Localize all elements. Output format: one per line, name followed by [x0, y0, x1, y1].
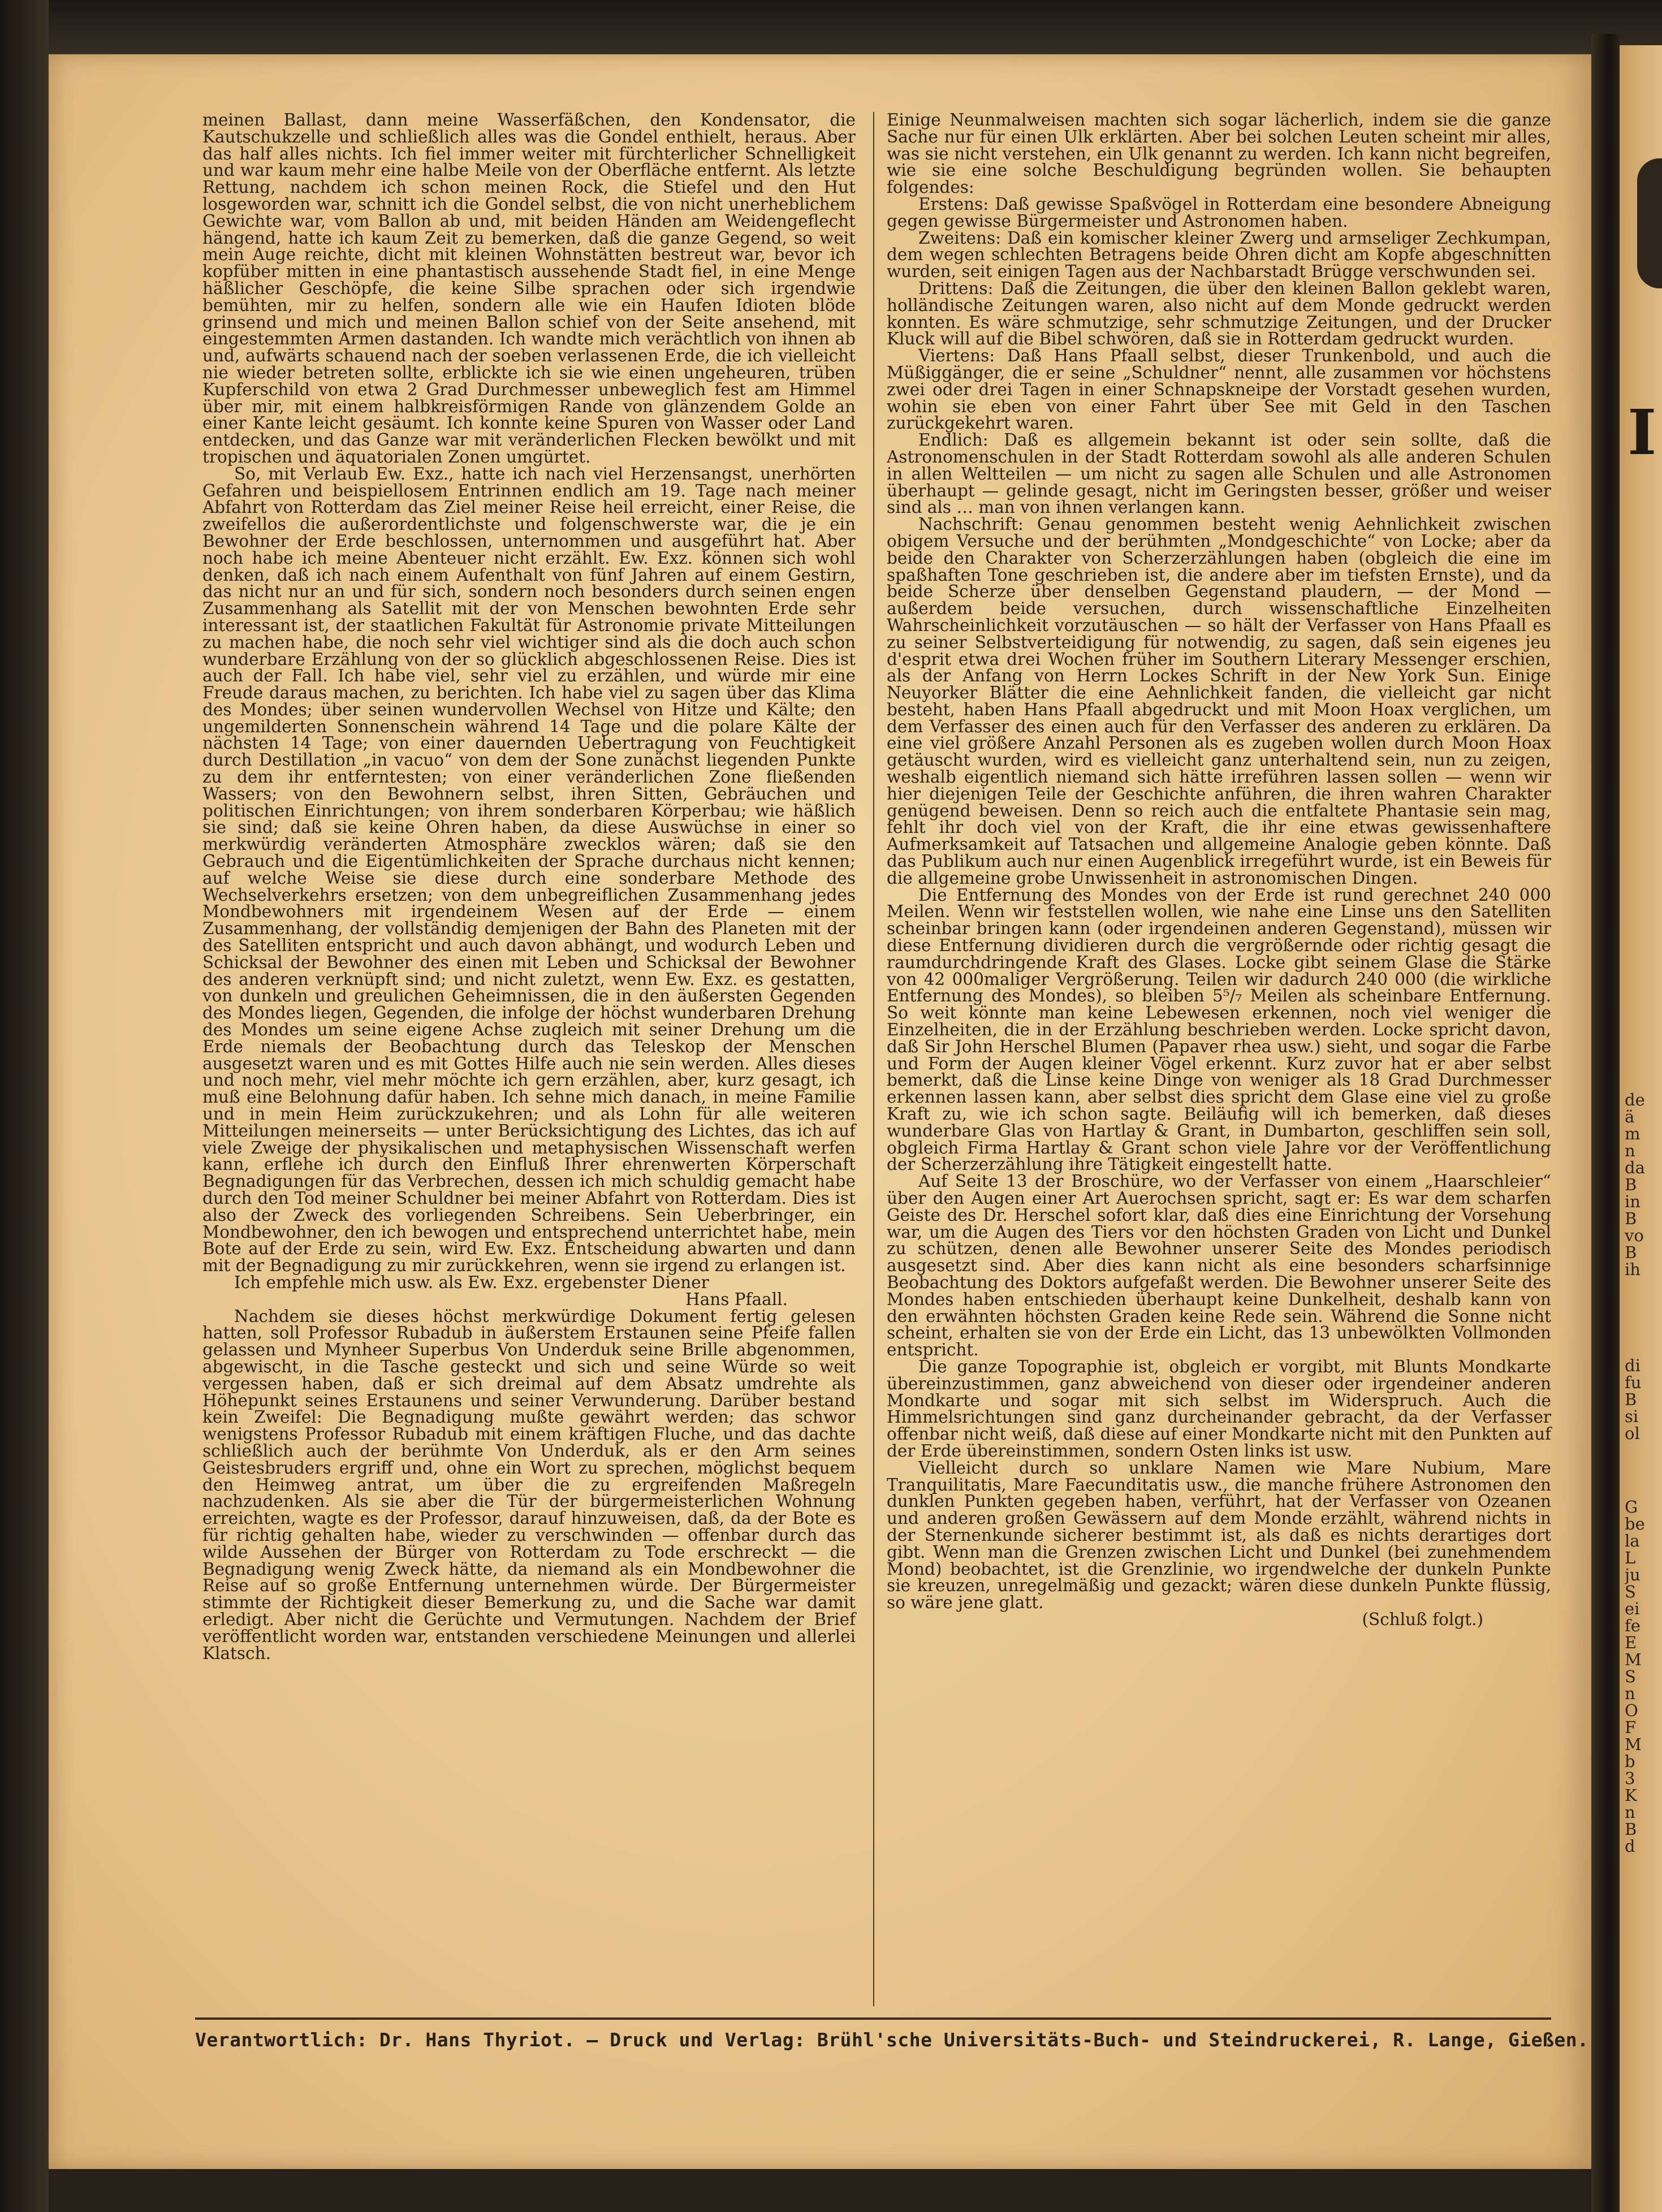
facing-page-line: S: [1625, 1582, 1636, 1601]
facing-page-line: vo: [1625, 1226, 1644, 1245]
paragraph: Vielleicht durch so unklare Namen wie Mare Nubium, Mare Tranquilitatis, Mare Faecunditatis usw., die manche frühere Astronomen den dunklen Punkten gegeben haben, verführt, hat der Verfasser von Ozeanen und anderen großen Gewässern auf dem Monde erzählt, während nichts in der Sternenkunde sicherer bestimmt ist, als daß es nichts derartiges dort gibt. Wenn man die Grenzen zwischen Licht und Dunkel (bei zunehmendem Mond) beobachtet, ist die Grenzlinie, wo irgendwelche der dunkeln Punkte sie kreuzen, unregelmäßig und gezackt; wären diese dunkeln Punkte flüssig, so wäre jene glatt.: [887, 1458, 1551, 1613]
book-gutter: [1591, 34, 1620, 2212]
paragraph: Auf Seite 13 der Broschüre, wo der Verfasser von einem „Haarschleier“ über den Augen einer Art Auerochsen spricht, sagt er: Es war dem scharfen Geiste des Dr. Herschel sofort klar, daß dies eine Einrichtung der Vorsehung war, um die Augen des Tiers vor den höchsten Graden von Licht und Dunkel zu schützen, denen alle Bewohner unserer Seite des Mondes periodisch ausgesetzt sind. Aber dies kann nicht als eine besonders scharfsinnige Beobachtung des Doktors aufgefaßt werden. Die Bewohner unserer Seite des Mondes haben entschieden überhaupt keine Dunkelheit, deshalb kann von den erwähnten höchsten Graden keine Rede sein. Während die Sonne nicht scheint, erhalten sie von der Erde ein Licht, das 13 unbewölkten Vollmonden entspricht.: [887, 1172, 1551, 1360]
facing-page-fragments: [1625, 1498, 1659, 1855]
paragraph: Die ganze Topographie ist, obgleich er vorgibt, mit Blunts Mondkarte übereinzustimmen, ganz abweichend von dieser oder irgendeiner anderen Mondkarte und sogar mit sich selbst im Widerspruch. Auch die Himmelsrichtungen sind ganz durcheinander gebracht, da der Verfasser offenbar nicht weiß, daß diese auf einer Mondkarte nicht mit den Punkten auf der Erde übereinstimmen, sondern Osten links ist usw.: [887, 1356, 1551, 1461]
facing-page-line: B: [1625, 1209, 1637, 1228]
left-text-column: [202, 112, 856, 1662]
facing-page-line: L: [1625, 1548, 1636, 1567]
scan-background-left: [0, 0, 49, 2212]
facing-page-line: de: [1625, 1091, 1645, 1109]
list-item: Drittens: Daß die Zeitungen, die über den kleinen Ballon geklebt waren, holländische Zeitungen waren, also nicht auf dem Monde gedruckt werden konnten. Es wäre schmutzige, sehr schmutzige Zeitungen, und der Drucker Kluck will auf die Bibel schwören, daß sie in Rotterdam gedruckt wurden.: [887, 278, 1551, 349]
facing-page-line: O: [1625, 1701, 1638, 1720]
paragraph: Nachdem sie dieses höchst merkwürdige Dokument fertig gelesen hatten, soll Professor Rubadub in äußerstem Erstaunen seine Pfeife fallen gelassen und Mynheer Superbus Von Underduk seine Brille abgenommen, abgewischt, in die Tasche gesteckt und sich und seine Würde so weit vergessen haben, daß er sich dreimal auf dem Absatz umdrehte als Höhepunkt seines Erstaunens und seiner Verwunderung. Darüber bestand kein Zweifel: Die Begnadigung mußte gewährt werden; das schwor wenigstens Professor Rubadub mit einem kräftigen Fluche, und das dachte schließlich auch der berühmte Von Underduk, als er den Arm seines Geistesbruders ergriff und, ohne ein Wort zu sprechen, möglichst bequem den Heimweg antrat, um über die zu ergreifenden Maßregeln nachzudenken. Als sie aber die Tür der bürgermeisterlichen Wohnung erreichten, wagte es der Professor, darauf hinzuweisen, daß, da der Bote es für richtig gehalten habe, wieder zu verschwinden — offenbar durch das wilde Aussehen der Bürger von Rotterdam zu Tode erschreckt — die Begnadigung wenig Zweck hätte, da niemand als ein Mondbewohner die Reise auf so große Entfernung unternehmen würde. Der Bürgermeister stimmte der Richtigkeit dieser Bemerkung zu, und die Sache war damit erledigt. Aber nicht die Gerüchte und Vermutungen. Nachdem der Brief veröffentlicht worden war, entstanden verschiedene Meinungen und allerlei Klatsch.: [202, 1306, 856, 1663]
facing-page-line: n: [1625, 1684, 1635, 1703]
facing-page-line: in: [1625, 1192, 1641, 1211]
facing-page-line: S: [1625, 1667, 1636, 1686]
paragraph: meinen Ballast, dann meine Wasserfäßchen, den Kondensator, die Kautschukzelle und schließlich alles was die Gondel enthielt, heraus. Aber das half alles nichts. Ich fiel immer weiter mit fürchterlicher Schnelligkeit und war kaum mehr eine halbe Meile von der Oberfläche entfernt. Als letzte Rettung, nachdem ich schon meinen Rock, die Stiefel und den Hut losgeworden war, schnitt ich die Gondel selbst, die von nicht unerheblichem Gewichte war, vom Ballon ab und, mit beiden Händen am Weidengeflecht hängend, hatte ich kaum Zeit zu bemerken, daß die ganze Gegend, so weit mein Auge reichte, dicht mit kleinen Wohnstätten bestreut war, bevor ich kopfüber mitten in eine phantastisch aussehende Stadt fiel, in eine Menge häßlicher Geschöpfe, die keine Silbe sprachen oder sich irgendwie bemühten, mir zu helfen, sondern alle wie ein Haufen Idioten blöde grinsend und mich und meinen Ballon schief von der Seite ansehend, mit eingestemmten Armen dastanden. Ich wandte mich verächtlich von ihnen ab und, aufwärts schauend nach der soeben verlassenen Erde, die ich vielleicht nie wieder betreten sollte, erblickte ich sie wie einen ungeheuren, trüben Kupferschild von etwa 2 Grad Durchmesser unbeweglich fest am Himmel über mir, mit einem halbkreisförmigen Rande von glänzendem Golde an einer Kante leicht gesäumt. Ich konnte keine Spuren von Wasser oder Land entdecken, und das Ganze war mit veränderlichen Flecken bewölkt und mit tropischen und äquatorialen Zonen umgürtet.: [202, 110, 856, 466]
paragraph: Einige Neunmalweisen machten sich sogar lächerlich, indem sie die ganze Sache nur für einen Ulk erklärten. Aber bei solchen Leuten scheint mir alles, was sie nicht verstehen, ein Ulk genannt zu werden. Ich kann nicht begreifen, wie sie eine solche Beschuldigung begründen wollen. Sie behaupten folgendes:: [887, 110, 1551, 197]
facing-page-line: B: [1625, 1820, 1637, 1839]
facing-page-line: B: [1625, 1390, 1637, 1409]
facing-page-line: di: [1625, 1357, 1641, 1375]
facing-page-line: be: [1625, 1514, 1645, 1533]
paragraph: Die Entfernung des Mondes von der Erde ist rund gerechnet 240 000 Meilen. Wenn wir feststellen wollen, wie nahe eine Linse uns den Satelliten scheinbar bringen kann (oder irgendeinen anderen Gegenstand), müssen wir diese Entfernung dividieren durch die vergrößernde oder richtig gesagt die raumdurchdringende Kraft des Glases. Locke gibt seinem Glase die Stärke von 42 000maliger Vergrößerung. Teilen wir dadurch 240 000 (die wirkliche Entfernung des Mondes), so bleiben 5⁵/₇ Meilen als scheinbare Entfernung. So weit könnte man keine Lebewesen erkennen, noch viel weniger die Einzelheiten, die in der Erzählung beschrieben werden. Locke spricht davon, daß Sir John Herschel Blumen (Papaver rhea usw.) sieht, und sogar die Farbe und Form der Augen kleiner Vögel erkennt. Kurz zuvor hat er aber selbst bemerkt, daß die Linse keine Dinge von weniger als 18 Grad Durchmesser erkennen lassen kann, aber selbst dies spricht dem Glase eine viel zu große Kraft zu, wie ich schon sagte. Beiläufig will ich bemerken, daß dieses wunderbare Glas von Hartlay & Grant, in Dumbarton, geschliffen sein soll, obgleich Firma Hartlay & Grant schon viele Jahre vor der Veröffentlichung der Scherzerzählung ihre Tätigkeit eingestellt hatte.: [887, 885, 1551, 1174]
facing-page-line: m: [1625, 1124, 1641, 1143]
facing-page-line: M: [1625, 1735, 1642, 1754]
imprint-footer: Verantwortlich: Dr. Hans Thyriot. — Druck und Verlag: Brühl'sche Universitäts-Buch- und Steindruckerei, R. Lange, Gießen.: [195, 2029, 1589, 2051]
facing-page-line: ih: [1625, 1260, 1641, 1278]
paragraph: So, mit Verlaub Ew. Exz., hatte ich nach viel Herzensangst, unerhörten Gefahren und beispiellosem Entrinnen endlich am 19. Tage nach meiner Abfahrt von Rotterdam das Ziel meiner Reise heil erreicht, einer Reise, die zweifellos die außerordentlichste und folgenschwerste war, die je ein Bewohner der Erde beschlossen, unternommen und ausgeführt hat. Aber noch habe ich meine Abenteuer nicht erzählt. Ew. Exz. können sich wohl denken, daß ich nach einem Aufenthalt von fünf Jahren auf einem Gestirn, das nicht nur an und für sich, sondern noch besonders durch seinen engen Zusammenhang als Satellit mit der von Menschen bewohnten Erde sehr interessant ist, der staatlichen Fakultät für Astronomie private Mitteilungen zu machen habe, die noch sehr viel wichtiger sind als die doch auch schon wunderbare Erzählung von der so glücklich abgeschlossenen Reise. Dies ist auch der Fall. Ich habe viel, sehr viel zu erzählen, und würde mir eine Freude daraus machen, zu berichten. Ich habe viel zu sagen über das Klima des Mondes; über seinen wundervollen Wechsel von Hitze und Kälte; den ungemilderten Sonnenschein während 14 Tage und die polare Kälte der nächsten 14 Tage; von einer dauernden Uebertragung von Feuchtigkeit durch Destillation „in vacuo“ von dem der Sone zunächst liegenden Punkte zu dem ihr entferntesten; von einer veränderlichen Zone fließenden Wassers; von den Bewohnern selbst, ihren Sitten, Gebräuchen und politischen Einrichtungen; von ihrem sonderbaren Körperbau; wie häßlich sie sind; daß sie keine Ohren haben, da diese Auswüchse in einer so merkwürdig veränderten Atmosphäre zwecklos wären; daß sie den Gebrauch und die Eigentümlichkeiten der Sprache durchaus nicht kennen; auf welche Weise sie diese durch eine sonderbare Methode des Wechselverkehrs ersetzen; von dem unbegreiflichen Zusammenhang jedes Mondbewohners mit irgendeinem Wesen auf der Erde — einem Zusammenhang, der vollständig demjenigen der Bahn des Planeten mit der des Satelliten entspricht und auch davon abhängt, und wodurch Leben und Schicksal der Bewohner des einen mit Leben und Schicksal der Bewohner des anderen verknüpft sind; und nicht zuletzt, wenn Ew. Exz. es gestatten, von dunkeln und greulichen Geheimnissen, die in den äußersten Gegenden des Mondes liegen, Gegenden, die infolge der höchst wunderbaren Drehung des Mondes um seine eigene Achse zugleich mit seiner Drehung um die Erde niemals der Beobachtung durch das Teleskop der Menschen ausgesetzt waren und es mit Gottes Hilfe auch nie sein werden. Alles dieses und noch mehr, viel mehr möchte ich gern erzählen, aber, kurz gesagt, ich muß eine Belohnung dafür haben. Ich sehne mich danach, in meine Familie und in mein Heim zurückzukehren; und als Lohn für alle weiteren Mitteilungen meinerseits — unter Berücksichtigung des Lichtes, das ich auf viele Zweige der physikalischen und metaphysischen Wissenschaft werfen kann, erflehe ich durch den Einfluß Ihrer ehrenwerten Körperschaft Begnadigungen für das Verbrechen, dessen ich mich schuldig gemacht habe durch den Tod meiner Schuldner bei meiner Abfahrt von Rotterdam. Dies ist also der Zweck des vorliegenden Schreibens. Sein Ueberbringer, ein Mondbewohner, den ich bewogen und entsprechend unterrichtet habe, mein Bote auf der Erde zu sein, wird Ew. Exz. Entscheidung abwarten und dann mit der Begnadigung zu mir zurückkehren, wenn sie irgend zu erlangen ist.: [202, 464, 856, 1276]
facing-page-line: fu: [1625, 1373, 1642, 1392]
facing-page-fragments: [1625, 1091, 1659, 1278]
list-item: Endlich: Daß es allgemein bekannt ist oder sein sollte, daß die Astronomenschulen in der Stadt Rotterdam sowohl als alle anderen Schulen in allen Weltteilen — um nicht zu sagen alle Schulen und alle Astronomen überhaupt — gelinde gesagt, nicht im Geringsten besser, größer und weiser sind als … man von ihnen verlangen kann.: [887, 430, 1551, 517]
facing-page-line: G: [1625, 1498, 1638, 1517]
right-text-column: [887, 112, 1551, 1628]
footer-rule: [195, 2017, 1551, 2020]
facing-page-dark-mark: [1637, 158, 1662, 288]
facing-page-fragments: [1625, 1357, 1659, 1442]
letter-closing: Ich empfehle mich usw. als Ew. Exz. ergebenster Diener: [234, 1272, 709, 1292]
facing-page-line: n: [1625, 1141, 1635, 1160]
facing-page-line: B: [1625, 1243, 1637, 1262]
facing-page-line: la: [1625, 1531, 1640, 1550]
facing-page-line: n: [1625, 1803, 1635, 1822]
list-item: Zweitens: Daß ein komischer kleiner Zwerg und armseliger Zechkumpan, dem wegen schlechten Betragens beide Ohren dicht am Kopfe abgeschnitten wurden, seit einigen Tagen aus der Nachbarstadt Brügge verschwunden sei.: [887, 228, 1551, 282]
facing-page-line: 3: [1625, 1769, 1635, 1788]
facing-page-line: d: [1625, 1837, 1635, 1855]
facing-page-line: si: [1625, 1407, 1639, 1426]
facing-page-line: ä: [1625, 1107, 1635, 1126]
facing-page-line: ju: [1625, 1565, 1641, 1584]
facing-page-line: E: [1625, 1633, 1637, 1652]
facing-page-line: b: [1625, 1752, 1635, 1771]
facing-page-line: ol: [1625, 1424, 1640, 1442]
list-item: Viertens: Daß Hans Pfaall selbst, dieser Trunkenbold, und auch die Müßiggänger, die er seine „Schuldner“ nennt, alle zusammen vor höchstens zwei oder drei Tagen in einer Schnapskneipe der Vorstadt gesehen wurden, wohin sie eben von einer Fahrt über See mit Geld in den Taschen zurückgekehrt waren.: [887, 346, 1551, 433]
continued-note: (Schluß folgt.): [1362, 1609, 1483, 1629]
facing-page-line: ei: [1625, 1599, 1640, 1618]
facing-page-line: M: [1625, 1650, 1642, 1669]
letter-signature: Hans Pfaall.: [685, 1289, 788, 1309]
paragraph: Nachschrift: Genau genommen besteht wenig Aehnlichkeit zwischen obigem Versuche und der berühmten „Mondgeschichte“ von Locke; aber da beide den Charakter von Scherzerzählungen haben (obgleich die eine im spaßhaften Tone geschrieben ist, die andere aber im tiefsten Ernste), und da beide Scherze über denselben Gegenstand plaudern, — der Mond — außerdem beide versuchen, durch wissenschaftliche Einzelheiten Wahrscheinlichkeit vorzutäuschen — so hält der Verfasser von Hans Pfaall es zu seiner Selbstverteidigung für notwendig, zu sagen, daß sein eigenes jeu d'esprit etwa drei Wochen früher im Southern Literary Messenger erschien, als der Anfang von Herrn Lockes Schrift in der New York Sun. Einige Neuyorker Blätter die eine Aehnlichkeit fanden, die vielleicht gar nicht besteht, haben Hans Pfaall abgedruckt und mit Moon Hoax verglichen, um dem Verfasser des einen auch für den Verfasser des anderen zu erklären. Da eine viel größere Anzahl Personen als es zugeben wollen durch Moon Hoax getäuscht wurden, wird es vielleicht ganz unterhaltend sein, nun zu zeigen, weshalb eigentlich niemand sich hätte irreführen lassen sollen — wenn wir hier diejenigen Teile der Geschichte anführen, die ihren wahren Charakter genügend beweisen. Denn so reich auch die entfaltete Phantasie sein mag, fehlt ihr doch viel von der Kraft, die ihr eine etwas gewissenhaftere Aufmerksamkeit auf Tatsachen und allgemeine Analogie geben könnte. Daß das Publikum auch nur einen Augenblick irregeführt wurde, ist ein Beweis für die allgemeine grobe Unwissenheit in astronomischen Dingen.: [887, 515, 1551, 888]
scan-background-top: [0, 0, 1662, 62]
list-item: Erstens: Daß gewisse Spaßvögel in Rotterdam eine besondere Abneigung gegen gewisse Bürgermeister und Astronomen haben.: [887, 194, 1551, 231]
facing-page-line: K: [1625, 1786, 1637, 1805]
facing-page-line: fe: [1625, 1616, 1641, 1635]
facing-page-line: da: [1625, 1158, 1645, 1177]
facing-page-line: F: [1625, 1718, 1637, 1737]
facing-page-line: B: [1625, 1175, 1637, 1194]
facing-page-initial: I: [1628, 396, 1657, 469]
column-rule: [873, 112, 874, 2006]
